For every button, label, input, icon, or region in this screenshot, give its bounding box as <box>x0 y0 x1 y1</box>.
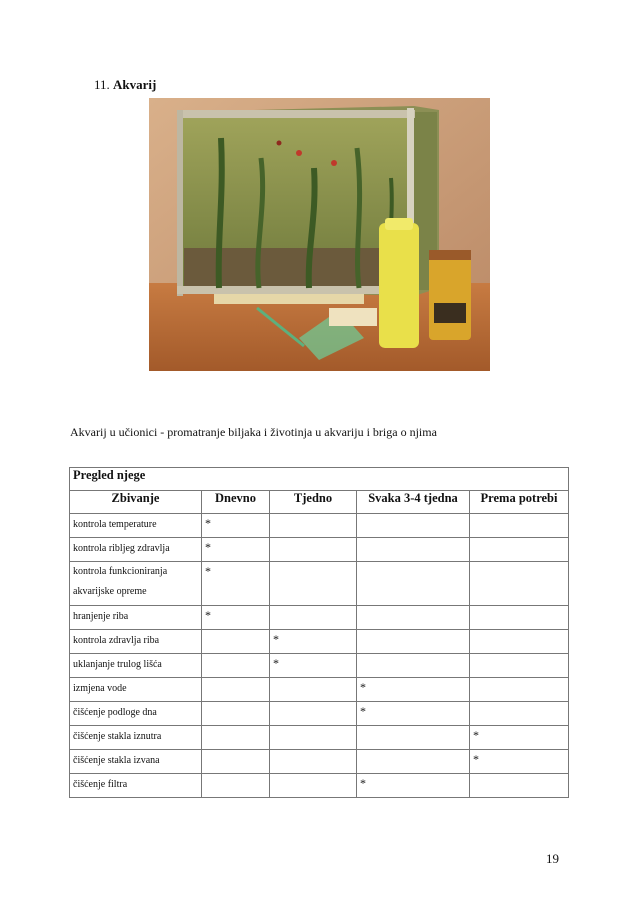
mark-cell: * <box>357 678 470 702</box>
mark-cell <box>202 702 270 726</box>
mark-cell: * <box>202 562 270 606</box>
activity-cell: izmjena vode <box>70 678 202 702</box>
mark-cell <box>357 514 470 538</box>
mark-cell <box>357 726 470 750</box>
activity-cell: kontrola zdravlja riba <box>70 630 202 654</box>
table-row <box>70 514 569 538</box>
activity-cell: čišćenje stakla iznutra <box>70 726 202 750</box>
mark-cell <box>202 726 270 750</box>
column-header-weekly: Tjedno <box>270 491 357 514</box>
mark-cell: * <box>202 538 270 562</box>
activity-cell: čišćenje podloge dna <box>70 702 202 726</box>
column-header-as-needed: Prema potrebi <box>470 491 569 514</box>
table-row <box>70 538 569 562</box>
care-schedule-table <box>69 467 569 798</box>
mark-cell <box>202 750 270 774</box>
page-number: 19 <box>546 851 559 866</box>
photo-caption: Akvarij u učionici - promatranje biljaka i životinja u akvariju i briga o njima <box>70 425 437 439</box>
column-header-daily: Dnevno <box>202 491 270 514</box>
table-row <box>70 678 569 702</box>
mark-cell: * <box>470 726 569 750</box>
table-row <box>70 630 569 654</box>
table-title: Pregled njege <box>70 468 569 491</box>
activity-cell: kontrola temperature <box>70 514 202 538</box>
mark-cell: * <box>470 750 569 774</box>
mark-cell <box>470 514 569 538</box>
activity-line: kontrola funkcioniranja <box>73 566 168 577</box>
mark-cell <box>270 678 357 702</box>
section-number: 11. <box>94 77 110 92</box>
mark-cell <box>470 654 569 678</box>
mark-cell <box>470 562 569 606</box>
activity-cell: hranjenje riba <box>70 606 202 630</box>
activity-cell <box>70 562 202 606</box>
mark-cell <box>357 606 470 630</box>
mark-cell: * <box>270 654 357 678</box>
table-row <box>70 562 569 606</box>
mark-cell <box>357 750 470 774</box>
activity-cell: kontrola ribljeg zdravlja <box>70 538 202 562</box>
mark-cell <box>357 654 470 678</box>
activity-cell: čišćenje filtra <box>70 774 202 798</box>
column-header-every-3-4-weeks: Svaka 3-4 tjedna <box>357 491 470 514</box>
mark-cell <box>202 774 270 798</box>
mark-cell <box>470 606 569 630</box>
activity-cell: čišćenje stakla izvana <box>70 750 202 774</box>
mark-cell: * <box>202 606 270 630</box>
mark-cell: * <box>270 630 357 654</box>
mark-cell <box>357 630 470 654</box>
mark-cell: * <box>357 774 470 798</box>
mark-cell <box>202 630 270 654</box>
table-row <box>70 702 569 726</box>
mark-cell <box>470 538 569 562</box>
mark-cell <box>270 774 357 798</box>
section-title: Akvarij <box>113 77 157 92</box>
mark-cell <box>270 702 357 726</box>
mark-cell <box>270 750 357 774</box>
section-heading <box>94 77 156 93</box>
mark-cell <box>470 702 569 726</box>
table-row <box>70 654 569 678</box>
table-row <box>70 726 569 750</box>
column-header-activity: Zbivanje <box>70 491 202 514</box>
table-row <box>70 774 569 798</box>
mark-cell <box>470 774 569 798</box>
mark-cell <box>202 678 270 702</box>
mark-cell <box>470 678 569 702</box>
mark-cell <box>270 726 357 750</box>
mark-cell <box>270 514 357 538</box>
activity-line: akvarijske opreme <box>73 586 147 597</box>
mark-cell <box>270 562 357 606</box>
activity-cell: uklanjanje trulog lišća <box>70 654 202 678</box>
mark-cell: * <box>202 514 270 538</box>
mark-cell <box>357 562 470 606</box>
mark-cell <box>202 654 270 678</box>
aquarium-photo <box>149 98 490 371</box>
mark-cell <box>270 538 357 562</box>
mark-cell <box>357 538 470 562</box>
mark-cell <box>270 606 357 630</box>
mark-cell <box>470 630 569 654</box>
table-row <box>70 750 569 774</box>
mark-cell: * <box>357 702 470 726</box>
table-row <box>70 606 569 630</box>
